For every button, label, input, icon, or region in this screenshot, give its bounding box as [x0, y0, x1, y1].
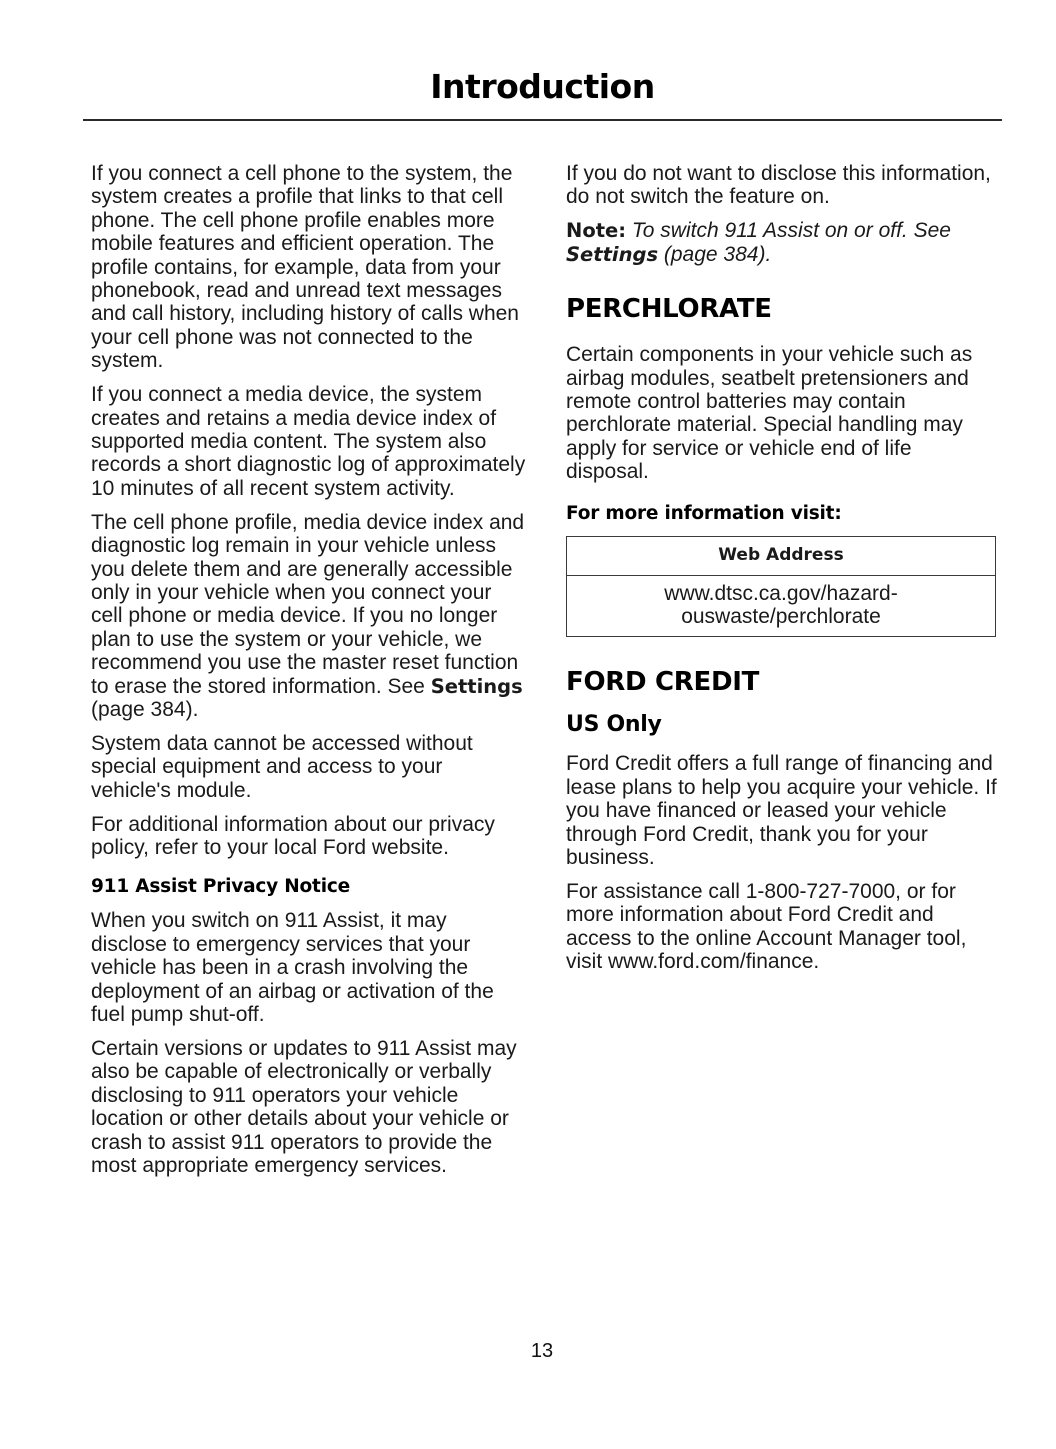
us-only-heading: US Only: [566, 712, 662, 738]
page-header: [83, 64, 1002, 121]
perchlorate-heading: PERCHLORATE: [566, 294, 772, 325]
note-settings-link[interactable]: Settings: [566, 242, 659, 266]
data-retention-text: The cell phone profile, media device index and diagnostic log remain in your vehicle unless you delete them and are generally accessible only in your vehicle when you connect your cell phone or media device. If you no longer plan to use the system or your vehicle, we recommend you use the master reset function to erase the stored information. See: [91, 510, 525, 698]
perchlorate-paragraph: Certain components in your vehicle such as airbag modules, seatbelt pretensioners and remote control batteries may contain perchlorate material. Special handling may apply for service or vehicle end of life disposal.: [566, 343, 973, 484]
more-info-label: For more information visit:: [566, 502, 842, 524]
note-page-reference: (page 384).: [658, 242, 772, 266]
ford-credit-contact-paragraph: For assistance call 1-800-727-7000, or for more information about Ford Credit and access to the online Account Manager tool, visit www.ford.com/finance.: [566, 879, 967, 974]
perchlorate-url[interactable]: www.dtsc.ca.gov/hazard-ouswaste/perchlorate: [567, 575, 996, 637]
911-assist-versions-paragraph: Certain versions or updates to 911 Assist may also be capable of electronically or verbally disclosing to 911 operators your vehicle location or other details about your vehicle or crash to assist 911 operators to provide the most appropriate emergency services.: [91, 1036, 517, 1177]
page-reference: (page 384).: [91, 697, 199, 721]
note-label: Note:: [566, 219, 627, 243]
settings-link[interactable]: Settings: [430, 674, 523, 698]
data-retention-paragraph: [91, 511, 527, 722]
table-row: [567, 575, 996, 637]
media-device-paragraph: If you connect a media device, the system creates and retains a media device index of supported media content. The system also records a short diagnostic log of approximately 10 minutes of all recent system activity.: [91, 383, 526, 500]
ford-credit-offer-paragraph: Ford Credit offers a full range of financing and lease plans to help you acquire your vehicle. If you have financed or leased your vehicle through Ford Credit, thank you for your business.: [566, 752, 997, 869]
right-column: [566, 162, 998, 984]
disclosure-optout-paragraph: If you do not want to disclose this information, do not switch the feature on.: [566, 162, 991, 209]
privacy-policy-paragraph: For additional information about our privacy policy, refer to your local Ford website.: [91, 812, 495, 859]
note-paragraph: [566, 219, 998, 266]
ford-credit-heading: FORD CREDIT: [566, 667, 760, 698]
911-assist-privacy-heading: 911 Assist Privacy Notice: [91, 876, 350, 898]
page-title: Introduction: [430, 67, 655, 106]
911-assist-disclosure-paragraph: When you switch on 911 Assist, it may disclose to emergency services that your vehicle has been in a crash involving the deployment of an airbag or activation of the fuel pump shut-off.: [91, 909, 494, 1026]
note-text: To switch 911 Assist on or off. See: [626, 219, 951, 243]
system-data-paragraph: System data cannot be accessed without special equipment and access to your vehicle's module.: [91, 731, 473, 802]
cell-phone-profile-paragraph: If you connect a cell phone to the system, the system creates a profile that links to that cell phone. The cell phone profile enables more mobile features and efficient operation. The profile contains, for example, data from your phonebook, read and unread text messages and call history, including history of calls when your cell phone was not connected to the system.: [91, 162, 519, 373]
web-address-header: Web Address: [567, 536, 996, 575]
web-address-table: [566, 536, 996, 638]
left-column: [91, 162, 527, 1188]
page-number: 13: [530, 1340, 554, 1362]
